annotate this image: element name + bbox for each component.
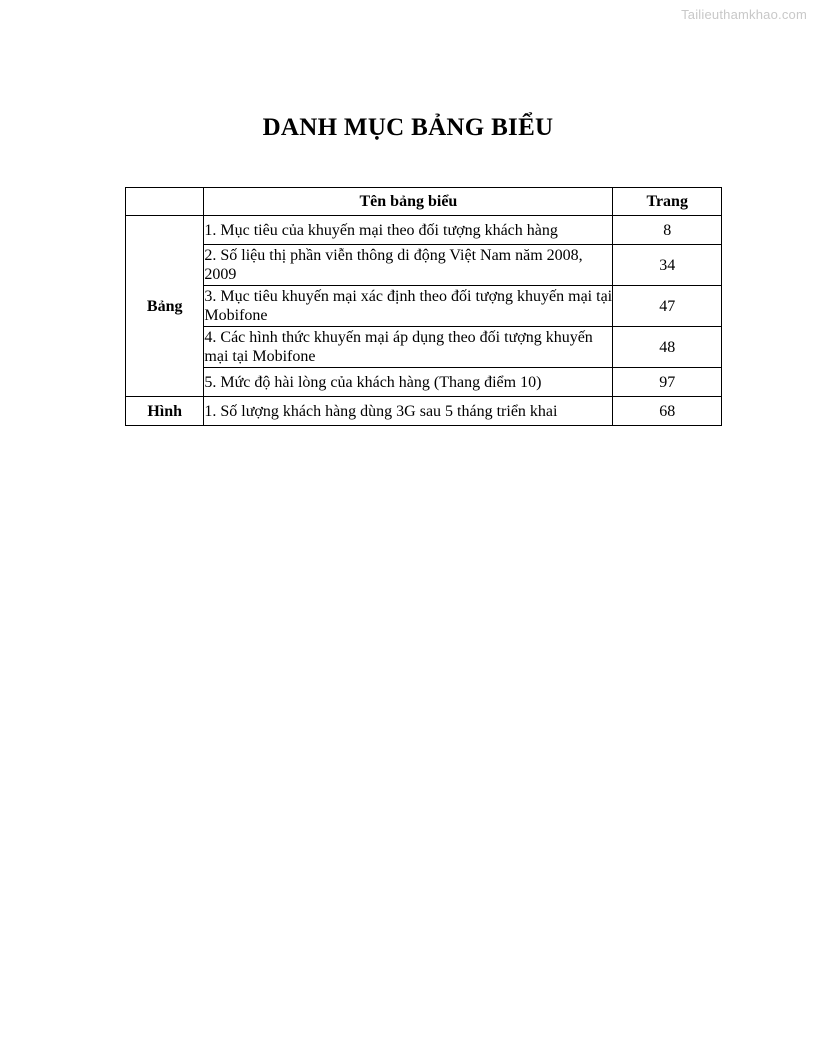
entry-name: 4. Các hình thức khuyến mại áp dụng theo đối tượng khuyến mại tại Mobifone <box>204 327 613 368</box>
table-row <box>126 327 722 368</box>
table-row <box>126 397 722 426</box>
group-label-bang: Bảng <box>126 216 204 397</box>
entry-name: 2. Số liệu thị phần viễn thông di động Việt Nam năm 2008, 2009 <box>204 245 613 286</box>
entry-page: 97 <box>613 368 722 397</box>
entry-name: 1. Số lượng khách hàng dùng 3G sau 5 tháng triển khai <box>204 397 613 426</box>
entry-page: 8 <box>613 216 722 245</box>
table-header-row <box>126 188 722 216</box>
group-label-hinh: Hình <box>126 397 204 426</box>
table-row <box>126 245 722 286</box>
table-row <box>126 368 722 397</box>
entry-page: 47 <box>613 286 722 327</box>
entry-page: 68 <box>613 397 722 426</box>
table-row <box>126 216 722 245</box>
table-row <box>126 286 722 327</box>
header-page-cell: Trang <box>613 188 722 216</box>
header-name-cell: Tên bảng biểu <box>204 188 613 216</box>
page-title: DANH MỤC BẢNG BIỂU <box>262 114 554 141</box>
entry-page: 48 <box>613 327 722 368</box>
entry-name: 3. Mục tiêu khuyến mại xác định theo đối tượng khuyến mại tại Mobifone <box>204 286 613 327</box>
entry-page: 34 <box>613 245 722 286</box>
watermark-text: Tailieuthamkhao.com <box>681 7 807 22</box>
entry-name: 1. Mục tiêu của khuyến mại theo đối tượng khách hàng <box>204 216 613 245</box>
list-of-tables-table <box>125 187 722 426</box>
entry-name: 5. Mức độ hài lòng của khách hàng (Thang điểm 10) <box>204 368 613 397</box>
header-group-cell <box>126 188 204 216</box>
